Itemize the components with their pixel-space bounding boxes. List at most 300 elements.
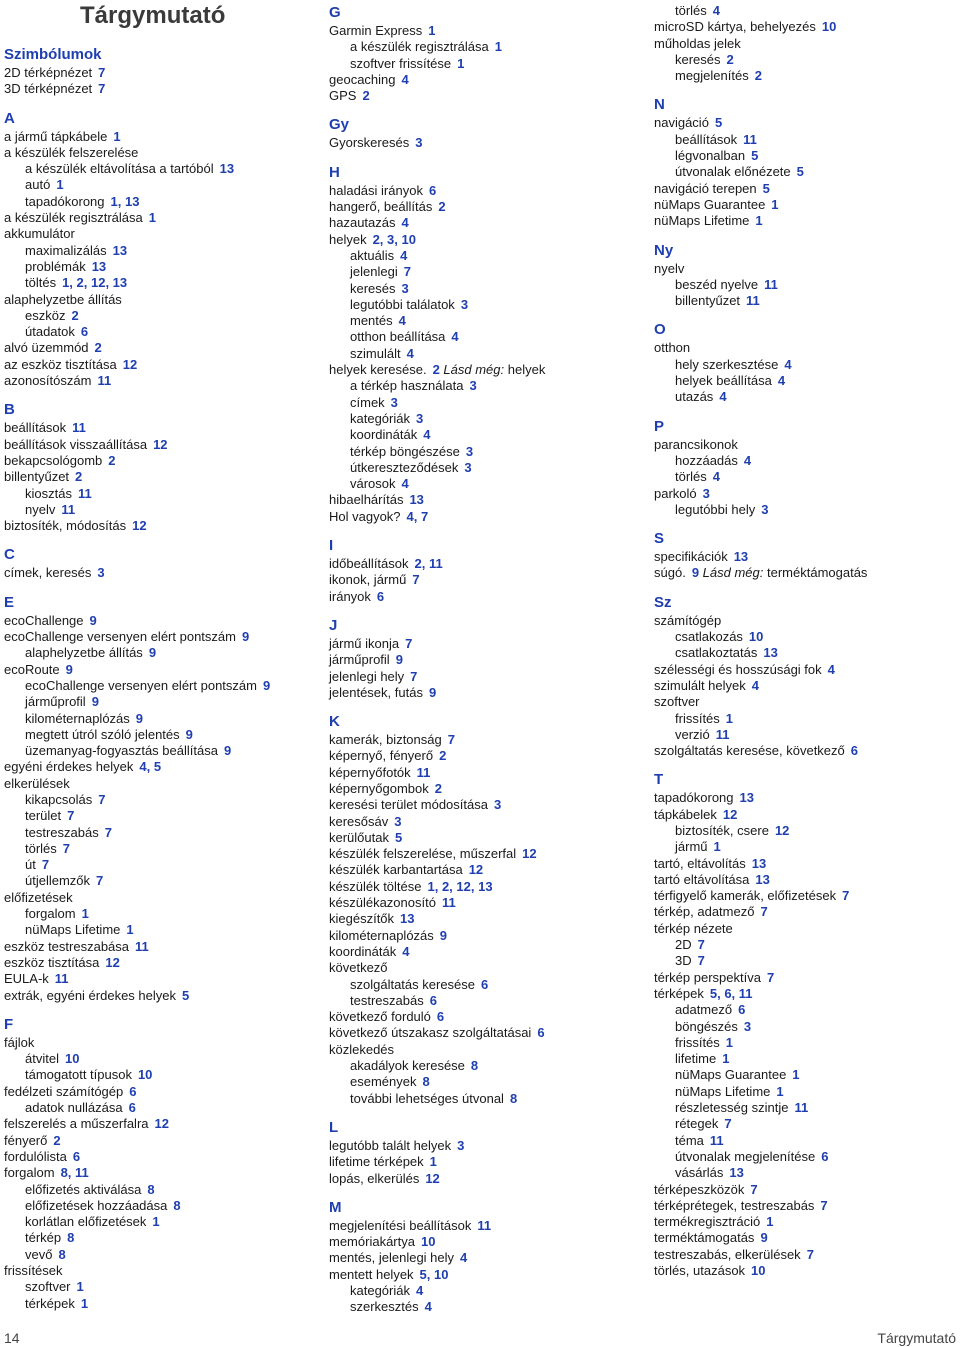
index-term: lopás, elkerülés (329, 1170, 420, 1186)
page-reference-link[interactable]: 12 (122, 356, 138, 372)
page-reference-link[interactable]: 4 (712, 3, 721, 18)
page-reference-link[interactable]: 1 (148, 210, 156, 226)
page-reference-link[interactable]: 4 (401, 71, 409, 87)
page-reference-link[interactable]: 12 (154, 1116, 169, 1132)
page-reference-link[interactable]: 2 (71, 307, 79, 323)
index-term: képernyőgombok (329, 780, 429, 796)
page-reference-link[interactable]: 1 (776, 1083, 784, 1099)
index-subentry (4, 906, 322, 922)
page-reference-link[interactable]: 4 (398, 313, 406, 329)
index-subentry (4, 1296, 322, 1312)
index-term: légvonalban (675, 148, 746, 164)
index-subentry (329, 1283, 647, 1299)
page-reference-link[interactable]: 11 (743, 131, 757, 147)
index-entry (329, 830, 647, 846)
page-reference-link[interactable]: 7 (724, 1116, 732, 1132)
index-entry (329, 781, 647, 797)
index-letter-heading: Gy (329, 116, 350, 134)
index-term: maximalizálás (25, 242, 107, 258)
index-subentry (4, 161, 322, 177)
page-reference-link[interactable]: 12 (468, 862, 484, 878)
index-entry (329, 748, 647, 764)
page-reference-link[interactable]: 3 (415, 410, 424, 426)
index-term: ecoChallenge versenyen elért pontszám (4, 629, 236, 645)
page-reference-link[interactable]: 9 (65, 661, 73, 677)
page-reference-link[interactable]: 2 (75, 469, 83, 485)
page-reference-link[interactable]: 8 (509, 1090, 518, 1106)
page-reference-link[interactable]: 8 (422, 1074, 430, 1090)
page-reference-link[interactable]: 2 (434, 780, 442, 796)
page-reference-link[interactable]: 13 (400, 911, 415, 927)
index-entry (329, 797, 647, 813)
page-reference-link[interactable]: 2 (94, 340, 102, 356)
index-term: a készülék eltávolítása a tartóból (25, 161, 214, 177)
page-reference-link[interactable]: 10 (420, 1234, 436, 1250)
index-entry (4, 1084, 322, 1100)
page-reference-link[interactable]: 13 (91, 258, 107, 274)
page-reference-link[interactable]: 11 (416, 764, 431, 780)
page-reference-link[interactable]: 2 (438, 199, 446, 215)
index-term: előfizetések hozzáadása (25, 1197, 168, 1213)
page-reference-link[interactable]: 3 (469, 378, 477, 394)
page-reference-link[interactable]: 1 (457, 55, 465, 71)
page-reference-link[interactable]: 1 (152, 1214, 160, 1230)
index-subentry (4, 1100, 322, 1116)
page-reference-link[interactable]: 12 (425, 1170, 440, 1186)
page-reference-link[interactable]: 5 (762, 180, 770, 196)
page-reference-link[interactable]: 7 (104, 824, 112, 840)
page-reference-link[interactable]: 13 (219, 161, 235, 177)
page-reference-link[interactable]: 6 (821, 1148, 829, 1164)
page-reference-link[interactable]: 7 (405, 635, 413, 651)
page-reference-link[interactable]: 12 (132, 518, 147, 534)
page-reference-link[interactable]: 13 (763, 645, 778, 661)
page-reference-link[interactable]: 6 (129, 1083, 137, 1099)
page-reference-link[interactable]: 6 (537, 1025, 545, 1041)
index-entry (4, 776, 322, 792)
index-term: átvitel (25, 1051, 59, 1067)
page-reference-link[interactable]: 2 (726, 51, 734, 67)
page-reference-link[interactable]: 9 (241, 629, 250, 645)
index-term: bekapcsológomb (4, 452, 103, 468)
page-reference-link[interactable]: 1 (771, 196, 779, 212)
index-term: csatlakoztatás (675, 645, 758, 661)
index-term: töltés (25, 275, 57, 291)
page-reference-link[interactable]: 8 (147, 1181, 155, 1197)
index-term: a készülék regisztrálása (4, 210, 143, 226)
page-reference-link[interactable]: 2 (53, 1132, 61, 1148)
index-entry (654, 1247, 960, 1263)
page-reference-link[interactable]: 4 (460, 1250, 468, 1266)
index-subentry (654, 1084, 960, 1100)
index-subentry (329, 460, 647, 476)
page-reference-link[interactable]: 6 (376, 588, 385, 604)
page-reference-link[interactable]: 6 (738, 1002, 746, 1018)
index-term: kilométernaplózás (25, 710, 130, 726)
index-letter-heading: Sz (654, 593, 672, 611)
page-reference-link[interactable]: 11 (715, 726, 730, 742)
page-reference-link[interactable]: 1 (76, 1279, 84, 1295)
page-reference-link[interactable]: 7 (98, 81, 106, 97)
index-term: készülék karbantartása (329, 862, 463, 878)
page-reference-link[interactable]: 7 (412, 572, 420, 588)
index-subentry (654, 68, 960, 84)
index-subentry (654, 1051, 960, 1067)
index-term: útadatok (25, 324, 75, 340)
page-reference-link[interactable]: 4 (415, 1283, 424, 1298)
index-entry (329, 572, 647, 588)
page-reference-link[interactable]: 1 (428, 23, 436, 38)
page-reference-link[interactable]: 9 (439, 927, 448, 943)
page-reference-link[interactable]: 2 (754, 68, 762, 84)
page-reference-link[interactable]: 2 (108, 452, 116, 468)
page-reference-link[interactable]: 3 (97, 565, 105, 581)
index-term: lifetime térképek (329, 1154, 424, 1170)
page-reference-link[interactable]: 10 (821, 19, 837, 35)
page-reference-link[interactable]: 4 (424, 1299, 432, 1315)
page-reference-link[interactable]: 4 (784, 356, 792, 372)
page-reference-link[interactable]: 11 (709, 1132, 724, 1148)
index-entry (654, 261, 960, 277)
page-reference-link[interactable]: 2 (432, 362, 440, 378)
index-term: műholdas jelek (654, 35, 741, 51)
page-reference-link[interactable]: 7 (760, 904, 768, 920)
index-entry (654, 437, 960, 453)
page-reference-link[interactable]: 9 (91, 694, 99, 710)
page-reference-link[interactable]: 9 (135, 710, 144, 726)
page-reference-link[interactable]: 10 (137, 1067, 153, 1083)
index-term: jármű ikonja (329, 635, 400, 651)
index-term: nüMaps Lifetime (25, 922, 121, 938)
page-reference-link[interactable]: 3 (457, 1137, 465, 1153)
index-term: jelenlegi (350, 264, 398, 280)
index-entry (654, 197, 960, 213)
page-reference-link[interactable]: 13 (755, 871, 770, 887)
page-reference-link[interactable]: 9 (223, 743, 232, 759)
index-entry (329, 88, 647, 104)
index-entry (4, 340, 322, 356)
index-term: eszköz (25, 307, 66, 323)
page-reference-link[interactable]: 4 (827, 661, 835, 677)
index-term: biztosíték, módosítás (4, 518, 127, 534)
index-entry (329, 589, 647, 605)
index-term: jármű (675, 839, 708, 855)
page-reference-link[interactable]: 1 (56, 177, 64, 193)
page-reference-link[interactable]: 8, 11 (60, 1165, 89, 1181)
page-reference-link[interactable]: 3 (415, 135, 423, 151)
page-reference-link[interactable]: 5 (796, 164, 804, 180)
index-subentry (329, 56, 647, 72)
page-reference-link[interactable]: 8 (173, 1197, 181, 1213)
index-term: térkép perspektíva (654, 969, 761, 985)
index-term: irányok (329, 588, 371, 604)
page-reference-link[interactable]: 12 (774, 822, 790, 838)
page-reference-link[interactable]: 4 (406, 345, 414, 361)
index-subentry (4, 645, 322, 661)
index-entry (329, 862, 647, 878)
page-reference-link[interactable]: 9 (262, 677, 271, 693)
page-reference-link[interactable]: 3 (464, 459, 472, 475)
page-reference-link[interactable]: 7 (410, 668, 418, 684)
page-reference-link[interactable]: 8 (67, 1230, 75, 1246)
page-reference-link[interactable]: 7 (98, 65, 106, 80)
page-reference-link[interactable]: 10 (751, 1263, 766, 1278)
page-reference-link[interactable]: 1 (725, 1034, 734, 1050)
index-term: specifikációk (654, 549, 728, 565)
index-entry (329, 183, 647, 199)
page-reference-link[interactable]: 5 (181, 987, 190, 1003)
page-reference-link[interactable]: 11 (135, 938, 149, 954)
index-subentry (4, 808, 322, 824)
page-reference-link[interactable]: 3 (460, 296, 469, 312)
page-reference-link[interactable]: 8 (58, 1246, 66, 1262)
index-term: szoftver (654, 694, 700, 710)
page-reference-link[interactable]: 9 (395, 652, 403, 668)
page-reference-link[interactable]: 7 (697, 953, 705, 969)
page-reference-link[interactable]: 5, 6, 11 (709, 985, 753, 1001)
index-letter-heading: G (329, 4, 341, 21)
page-reference-link[interactable]: 1 (766, 1214, 774, 1230)
index-subentry (4, 922, 322, 938)
page-reference-link[interactable]: 11 (77, 485, 92, 501)
index-subentry (4, 1247, 322, 1263)
index-subentry (654, 823, 960, 839)
index-subentry (329, 281, 647, 297)
page-reference-link[interactable]: 13 (729, 1165, 744, 1181)
index-subentry (329, 444, 647, 460)
page-reference-link[interactable]: 13 (733, 549, 749, 565)
index-term: adatmező (675, 1002, 733, 1018)
page-reference-link[interactable]: 12 (722, 806, 738, 822)
index-term: utazás (675, 389, 714, 405)
page-reference-link[interactable]: 4 (743, 452, 752, 468)
page-reference-link[interactable]: 7 (447, 732, 455, 748)
page-reference-link[interactable]: 13 (751, 855, 767, 871)
index-term: frissítések (4, 1263, 63, 1278)
page-reference-link[interactable]: 1 (429, 1154, 437, 1170)
page-reference-link[interactable]: 5 (714, 115, 723, 131)
page-reference-link[interactable]: 4 (401, 215, 409, 231)
page-reference-link[interactable]: 3 (743, 1018, 752, 1034)
page-reference-link[interactable]: 3 (390, 394, 398, 410)
page-reference-link[interactable]: 11 (61, 501, 76, 517)
page-reference-link[interactable]: 4 (719, 389, 727, 405)
page-reference-link[interactable]: 1, 2, 12, 13 (62, 275, 128, 291)
index-term: koordináták (329, 943, 397, 959)
page-reference-link[interactable]: 6 (429, 992, 437, 1008)
page-reference-link[interactable]: 7 (806, 1246, 814, 1262)
page-reference-link[interactable]: 2, 3, 10 (372, 231, 416, 247)
index-term: terület (25, 808, 62, 824)
page-reference-link[interactable]: 11 (54, 971, 69, 987)
page-reference-link[interactable]: 11 (97, 373, 112, 389)
page-reference-link[interactable]: 3 (702, 485, 710, 501)
page-reference-link[interactable]: 1 (81, 906, 89, 922)
page-reference-link[interactable]: 12 (522, 846, 537, 862)
page-reference-link[interactable]: 7 (403, 264, 411, 280)
page-reference-link[interactable]: 7 (750, 1181, 758, 1197)
page-reference-link[interactable]: 6 (481, 976, 489, 992)
index-subentry (654, 1100, 960, 1116)
index-subentry (329, 476, 647, 492)
index-term: szolgáltatás keresése (350, 976, 476, 992)
page-reference-link[interactable]: 4 (400, 247, 408, 263)
index-term: támogatott típusok (25, 1067, 132, 1083)
page-reference-link[interactable]: 1 (722, 1051, 730, 1067)
page-reference-link[interactable]: 2 (362, 88, 370, 104)
index-term: kiegészítők (329, 911, 395, 927)
index-subentry (654, 502, 960, 518)
page-reference-link[interactable]: 7 (766, 969, 775, 985)
index-letter-heading: K (329, 713, 340, 731)
page-reference-link[interactable]: 11 (746, 293, 760, 309)
page-reference-link[interactable]: 4 (451, 329, 459, 345)
page-reference-link[interactable]: 11 (441, 895, 456, 911)
page-reference-link[interactable]: 13 (112, 242, 128, 258)
index-subentry (4, 194, 322, 210)
page-reference-link[interactable]: 11 (764, 276, 778, 292)
page-reference-link[interactable]: 11 (794, 1100, 809, 1116)
page-reference-link[interactable]: 7 (96, 873, 104, 889)
page-reference-link[interactable]: 3 (761, 501, 769, 517)
index-term: legutóbbi találatok (350, 296, 455, 312)
index-term: problémák (25, 258, 86, 274)
page-reference-link[interactable]: 4 (777, 373, 786, 389)
page-reference-link[interactable]: 1, 13 (110, 193, 140, 209)
page-reference-link[interactable]: 3 (465, 443, 474, 459)
index-letter-heading: E (4, 593, 15, 611)
page-reference-link[interactable]: 7 (842, 888, 850, 904)
footer-title: Tárgymutató (877, 1330, 956, 1346)
index-subentry (654, 164, 960, 180)
index-entry (4, 955, 322, 971)
page-reference-link[interactable]: 9 (89, 612, 97, 628)
page-reference-link[interactable]: 1 (113, 128, 121, 144)
page-reference-link[interactable]: 1, 2, 12, 13 (427, 878, 493, 894)
index-subentry (329, 395, 647, 411)
page-reference-link[interactable]: 6 (436, 1009, 445, 1025)
page-reference-link[interactable]: 4 (712, 469, 721, 485)
page-reference-link[interactable]: 3 (493, 797, 502, 813)
page-reference-link[interactable]: 9 (185, 726, 193, 742)
index-term: szimulált (350, 345, 401, 361)
index-term: szerkesztés (350, 1299, 419, 1315)
index-term: kategóriák (350, 1283, 410, 1298)
index-subentry (654, 711, 960, 727)
page-reference-link[interactable]: 4 (402, 943, 410, 959)
page-reference-link[interactable]: 1 (725, 710, 734, 726)
page-reference-link[interactable]: 7 (41, 857, 50, 873)
index-subentry (4, 825, 322, 841)
page-reference-link[interactable]: 5 (751, 148, 759, 164)
index-term: extrák, egyéni érdekes helyek (4, 987, 176, 1003)
page-reference-link[interactable]: 13 (739, 790, 754, 806)
page-reference-link[interactable]: 9 (760, 1230, 768, 1246)
page-reference-link[interactable]: 6 (80, 324, 89, 340)
index-term: autó (25, 177, 51, 193)
page-reference-link[interactable]: 4 (401, 476, 409, 492)
index-entry (4, 469, 322, 485)
page-reference-link[interactable]: 9 (148, 645, 157, 661)
index-term: törlés (25, 840, 57, 856)
index-term: biztosíték, csere (675, 822, 769, 838)
page-reference-link[interactable]: 4, 5 (139, 759, 162, 775)
page-reference-link[interactable]: 7 (697, 937, 705, 953)
index-entry (654, 1214, 960, 1230)
page-reference-link[interactable]: 12 (153, 436, 168, 452)
index-term: járműprofil (25, 694, 86, 710)
index-term: lifetime (675, 1051, 717, 1067)
page-reference-link[interactable]: 5, 10 (419, 1266, 449, 1282)
index-term: Gyorskeresés (329, 135, 410, 151)
page-reference-link[interactable]: 12 (105, 954, 120, 970)
page-reference-link[interactable]: 13 (409, 492, 424, 508)
index-subentry (4, 694, 322, 710)
page-reference-link[interactable]: 2 (439, 748, 447, 764)
page-reference-link[interactable]: 4, 7 (406, 508, 429, 524)
page-reference-link[interactable]: 7 (67, 808, 75, 824)
index-entry (329, 1250, 647, 1266)
index-entry (329, 232, 647, 248)
page-reference-link[interactable]: 1 (792, 1067, 800, 1083)
page-reference-link[interactable]: 3 (394, 813, 402, 829)
index-term: szélességi és hosszúsági fok (654, 661, 822, 677)
page-reference-link[interactable]: 5 (394, 829, 403, 845)
index-term: keresés (350, 280, 396, 296)
index-entry (329, 72, 647, 88)
index-letter-heading: O (654, 321, 666, 339)
page-reference-link[interactable]: 9 (691, 565, 700, 581)
index-entry (4, 971, 322, 987)
page-reference-link[interactable]: 6 (128, 1100, 136, 1116)
index-term: városok (350, 476, 396, 492)
page-reference-link[interactable]: 1 (126, 922, 134, 938)
page-reference-link[interactable]: 7 (98, 791, 106, 807)
page-reference-link[interactable]: 2, 11 (414, 556, 443, 572)
index-term: forgalom (4, 1165, 55, 1181)
page-reference-link[interactable]: 1 (713, 839, 721, 855)
index-subentry (329, 411, 647, 427)
index-term: beszéd nyelve (675, 276, 759, 292)
page-reference-link[interactable]: 1 (494, 39, 502, 55)
page-reference-link[interactable]: 3 (401, 280, 409, 296)
index-term: 3D térképnézet (4, 81, 93, 97)
page-reference-link[interactable]: 7 (820, 1197, 828, 1213)
index-entry (329, 1171, 647, 1187)
page-reference-link[interactable]: 1 (755, 213, 763, 229)
index-term: alaphelyzetbe állítás (25, 645, 143, 661)
page-reference-link[interactable]: 11 (72, 420, 86, 436)
index-term: nüMaps Lifetime (675, 1083, 771, 1099)
page-reference-link[interactable]: 9 (428, 684, 437, 700)
page-reference-link[interactable]: 7 (62, 840, 71, 856)
page-reference-link[interactable]: 11 (477, 1217, 492, 1233)
index-term: vevő (25, 1246, 53, 1262)
index-entry (329, 636, 647, 652)
index-subentry (4, 243, 322, 259)
page-reference-link[interactable]: 10 (748, 629, 764, 645)
page-reference-link[interactable]: 4 (751, 677, 759, 693)
index-column-1 (4, 45, 322, 1312)
page-reference-link[interactable]: 6 (428, 182, 437, 198)
page-reference-link[interactable]: 8 (470, 1058, 479, 1074)
page-reference-link[interactable]: 6 (72, 1148, 81, 1164)
index-subentry (4, 678, 322, 694)
page-reference-link[interactable]: 1 (80, 1295, 89, 1311)
page-reference-link[interactable]: 4 (423, 427, 431, 443)
page-reference-link[interactable]: 6 (850, 743, 859, 759)
page-reference-link[interactable]: 10 (64, 1051, 80, 1067)
